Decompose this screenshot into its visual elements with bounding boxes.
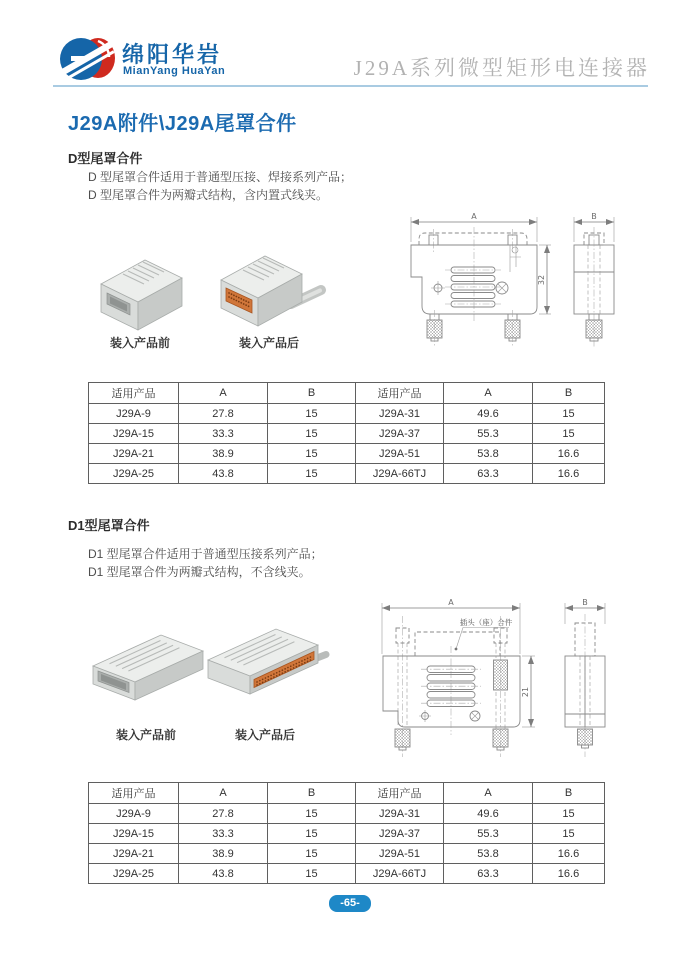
table-cell: 33.3 [179,424,268,444]
table-cell: J29A-15 [89,824,179,844]
spec-table-head [89,383,605,404]
table-cell: J29A-51 [356,844,444,864]
page-number-badge: -65- [329,895,371,912]
table-cell: 49.6 [444,804,533,824]
table-header-cell: 适用产品 [89,383,179,404]
table-header-cell: 适用产品 [356,783,444,804]
product-photo-d-before [85,244,195,332]
table-cell: 63.3 [444,864,533,884]
table-cell: J29A-31 [356,404,444,424]
table-cell: 38.9 [179,444,268,464]
table-cell: 15 [533,404,605,424]
company-name-en: MianYang HuaYan [123,65,226,77]
spec-table-head [89,783,605,804]
table-cell: J29A-9 [89,404,179,424]
figure-label: 装入产品后 [238,336,299,350]
table-cell: J29A-37 [356,824,444,844]
table-cell: 27.8 [179,404,268,424]
table-header-cell: B [533,383,605,404]
table-cell: 27.8 [179,804,268,824]
table-cell: 63.3 [444,464,533,484]
table-cell: 16.6 [533,444,605,464]
table-header-cell: A [179,383,268,404]
table-cell: J29A-21 [89,444,179,464]
table-cell: J29A-21 [89,844,179,864]
table-cell: 15 [268,404,356,424]
company-logo-icon [58,33,116,83]
table-header-cell: B [533,783,605,804]
table-row [89,464,605,484]
table-cell: 53.8 [444,444,533,464]
table-cell: 49.6 [444,404,533,424]
table-header-cell: A [444,783,533,804]
table-header-cell: A [179,783,268,804]
table-cell: J29A-25 [89,464,179,484]
product-photo-d1-before [85,620,207,708]
table-cell: 33.3 [179,824,268,844]
table-row [89,404,605,424]
section-d1-desc-line: D1 型尾罩合件适用于普通型压接系列产品； [88,547,323,561]
section-d-heading: D型尾罩合件 [68,151,143,166]
table-cell: J29A-66TJ [356,864,444,884]
section-d-desc-line: D 型尾罩合件适用于普通型压接、焊接系列产品； [88,170,353,184]
section-d1-heading: D1型尾罩合件 [68,518,150,533]
spec-table-body [89,804,605,884]
section-d1-desc-line: D1 型尾罩合件为两瓣式结构，不含线夹。 [88,565,311,579]
figure-label: 装入产品前 [115,728,176,742]
table-cell: J29A-31 [356,804,444,824]
table-cell: 15 [268,844,356,864]
dim-height-label: 21 [521,686,530,698]
dim-a-label: A [448,598,454,607]
table-cell: J29A-15 [89,424,179,444]
table-row [89,444,605,464]
table-cell: J29A-37 [356,424,444,444]
table-header-cell: 适用产品 [356,383,444,404]
callout-label: 插头（座）合件 [459,618,513,627]
spec-table-body [89,404,605,484]
side-view [574,212,614,348]
technical-drawing-d [398,212,688,349]
table-cell: 15 [533,804,605,824]
table-row [89,804,605,824]
dim-height-label: 32 [537,274,546,286]
table-cell: 15 [268,444,356,464]
side-view [565,598,605,757]
table-cell: 15 [268,824,356,844]
table-cell: 55.3 [444,824,533,844]
table-cell: J29A-9 [89,804,179,824]
table-row [89,424,605,444]
table-header-row [89,383,605,404]
table-cell: 43.8 [179,464,268,484]
table-header-cell: B [268,783,356,804]
table-header-cell: A [444,383,533,404]
table-cell: 15 [268,864,356,884]
product-photo-d-after [203,238,335,330]
table-cell: 15 [533,424,605,444]
front-view [382,598,535,757]
product-photo-d1-after [200,612,330,704]
table-cell: 15 [268,424,356,444]
table-cell: 55.3 [444,424,533,444]
front-view [411,212,551,346]
table-cell: 15 [533,824,605,844]
table-row [89,844,605,864]
table-cell: 15 [268,464,356,484]
spec-table-d [88,382,605,484]
figure-label: 装入产品后 [234,728,295,742]
table-cell: J29A-66TJ [356,464,444,484]
table-row [89,864,605,884]
header-divider [53,85,648,87]
dim-a-label: A [471,212,477,221]
table-header-cell: 适用产品 [89,783,179,804]
table-cell: 16.6 [533,464,605,484]
table-cell: 53.8 [444,844,533,864]
technical-drawing-d1 [372,594,692,762]
table-header-cell: B [268,383,356,404]
spec-table-d1 [88,782,605,884]
table-cell: 43.8 [179,864,268,884]
dim-b-label: B [582,598,588,607]
company-name-cn: 绵阳华岩 [122,42,223,67]
table-row [89,824,605,844]
page-title: J29A附件\J29A尾罩合件 [68,113,297,135]
table-header-row [89,783,605,804]
figure-label: 装入产品前 [109,336,170,350]
section-d-desc-line: D 型尾罩合件为两瓣式结构，含内置式线夹。 [88,188,329,202]
dim-b-label: B [591,212,597,221]
table-cell: 15 [268,804,356,824]
table-cell: 16.6 [533,864,605,884]
table-cell: 16.6 [533,844,605,864]
table-cell: 38.9 [179,844,268,864]
table-cell: J29A-51 [356,444,444,464]
table-cell: J29A-25 [89,864,179,884]
series-title: J29A系列微型矩形电连接器 [353,56,650,80]
